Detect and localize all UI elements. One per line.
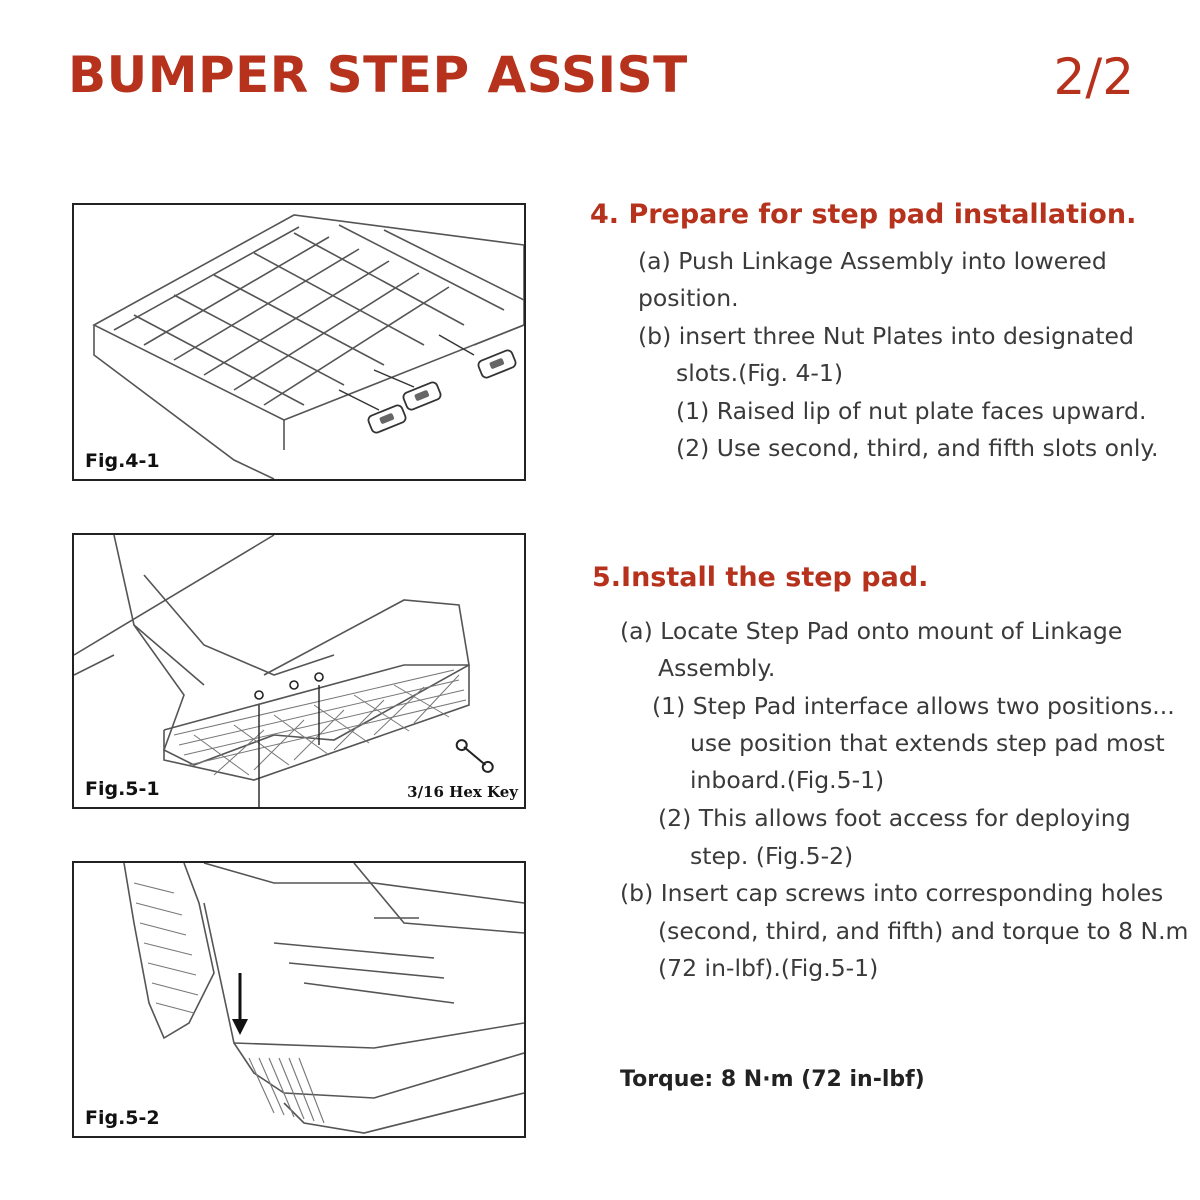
figure-label: Fig.5-2 <box>85 1107 160 1129</box>
step-5-line: (1) Step Pad interface allows two positions... <box>652 692 1175 720</box>
step-4-heading: 4. Prepare for step pad installation. <box>590 199 1137 230</box>
figure-5-2 <box>72 861 526 1138</box>
step-4-line: slots.(Fig. 4-1) <box>676 359 843 387</box>
step-5-line: (b) Insert cap screws into corresponding holes <box>620 879 1164 907</box>
page-title: BUMPER STEP ASSIST <box>68 46 688 104</box>
step-5-line: (2) This allows foot access for deploying <box>658 804 1131 832</box>
step-5-line: (second, third, and fifth) and torque to 8 N.m <box>658 917 1189 945</box>
step-4-line: (b) insert three Nut Plates into designated <box>638 322 1134 350</box>
figure-label: Fig.5-1 <box>85 778 160 800</box>
step-5-line: Assembly. <box>658 654 776 682</box>
step-4-line: (2) Use second, third, and fifth slots only. <box>676 434 1159 462</box>
figure-label: Fig.4-1 <box>85 450 160 472</box>
step-5-line: (72 in-lbf).(Fig.5-1) <box>658 954 879 982</box>
hex-key-label: 3/16 Hex Key <box>407 783 518 801</box>
bumper-step-deployed-illustration <box>74 863 524 1136</box>
step-4-line: (a) Push Linkage Assembly into lowered <box>638 247 1107 275</box>
step-5-heading: 5.Install the step pad. <box>592 562 929 593</box>
step-pad-grid-illustration <box>74 205 524 479</box>
step-4-line: position. <box>638 284 739 312</box>
step-5-line: inboard.(Fig.5-1) <box>690 766 885 794</box>
page-number: 2/2 <box>1053 48 1134 106</box>
step-5-line: step. (Fig.5-2) <box>690 842 854 870</box>
linkage-assembly-illustration <box>74 535 524 807</box>
figure-5-1 <box>72 533 526 809</box>
step-5-line: use position that extends step pad most <box>690 729 1165 757</box>
step-4-line: (1) Raised lip of nut plate faces upward. <box>676 397 1147 425</box>
figure-4-1 <box>72 203 526 481</box>
step-5-line: (a) Locate Step Pad onto mount of Linkage <box>620 617 1123 645</box>
torque-spec: Torque: 8 N·m (72 in-lbf) <box>620 1067 925 1092</box>
